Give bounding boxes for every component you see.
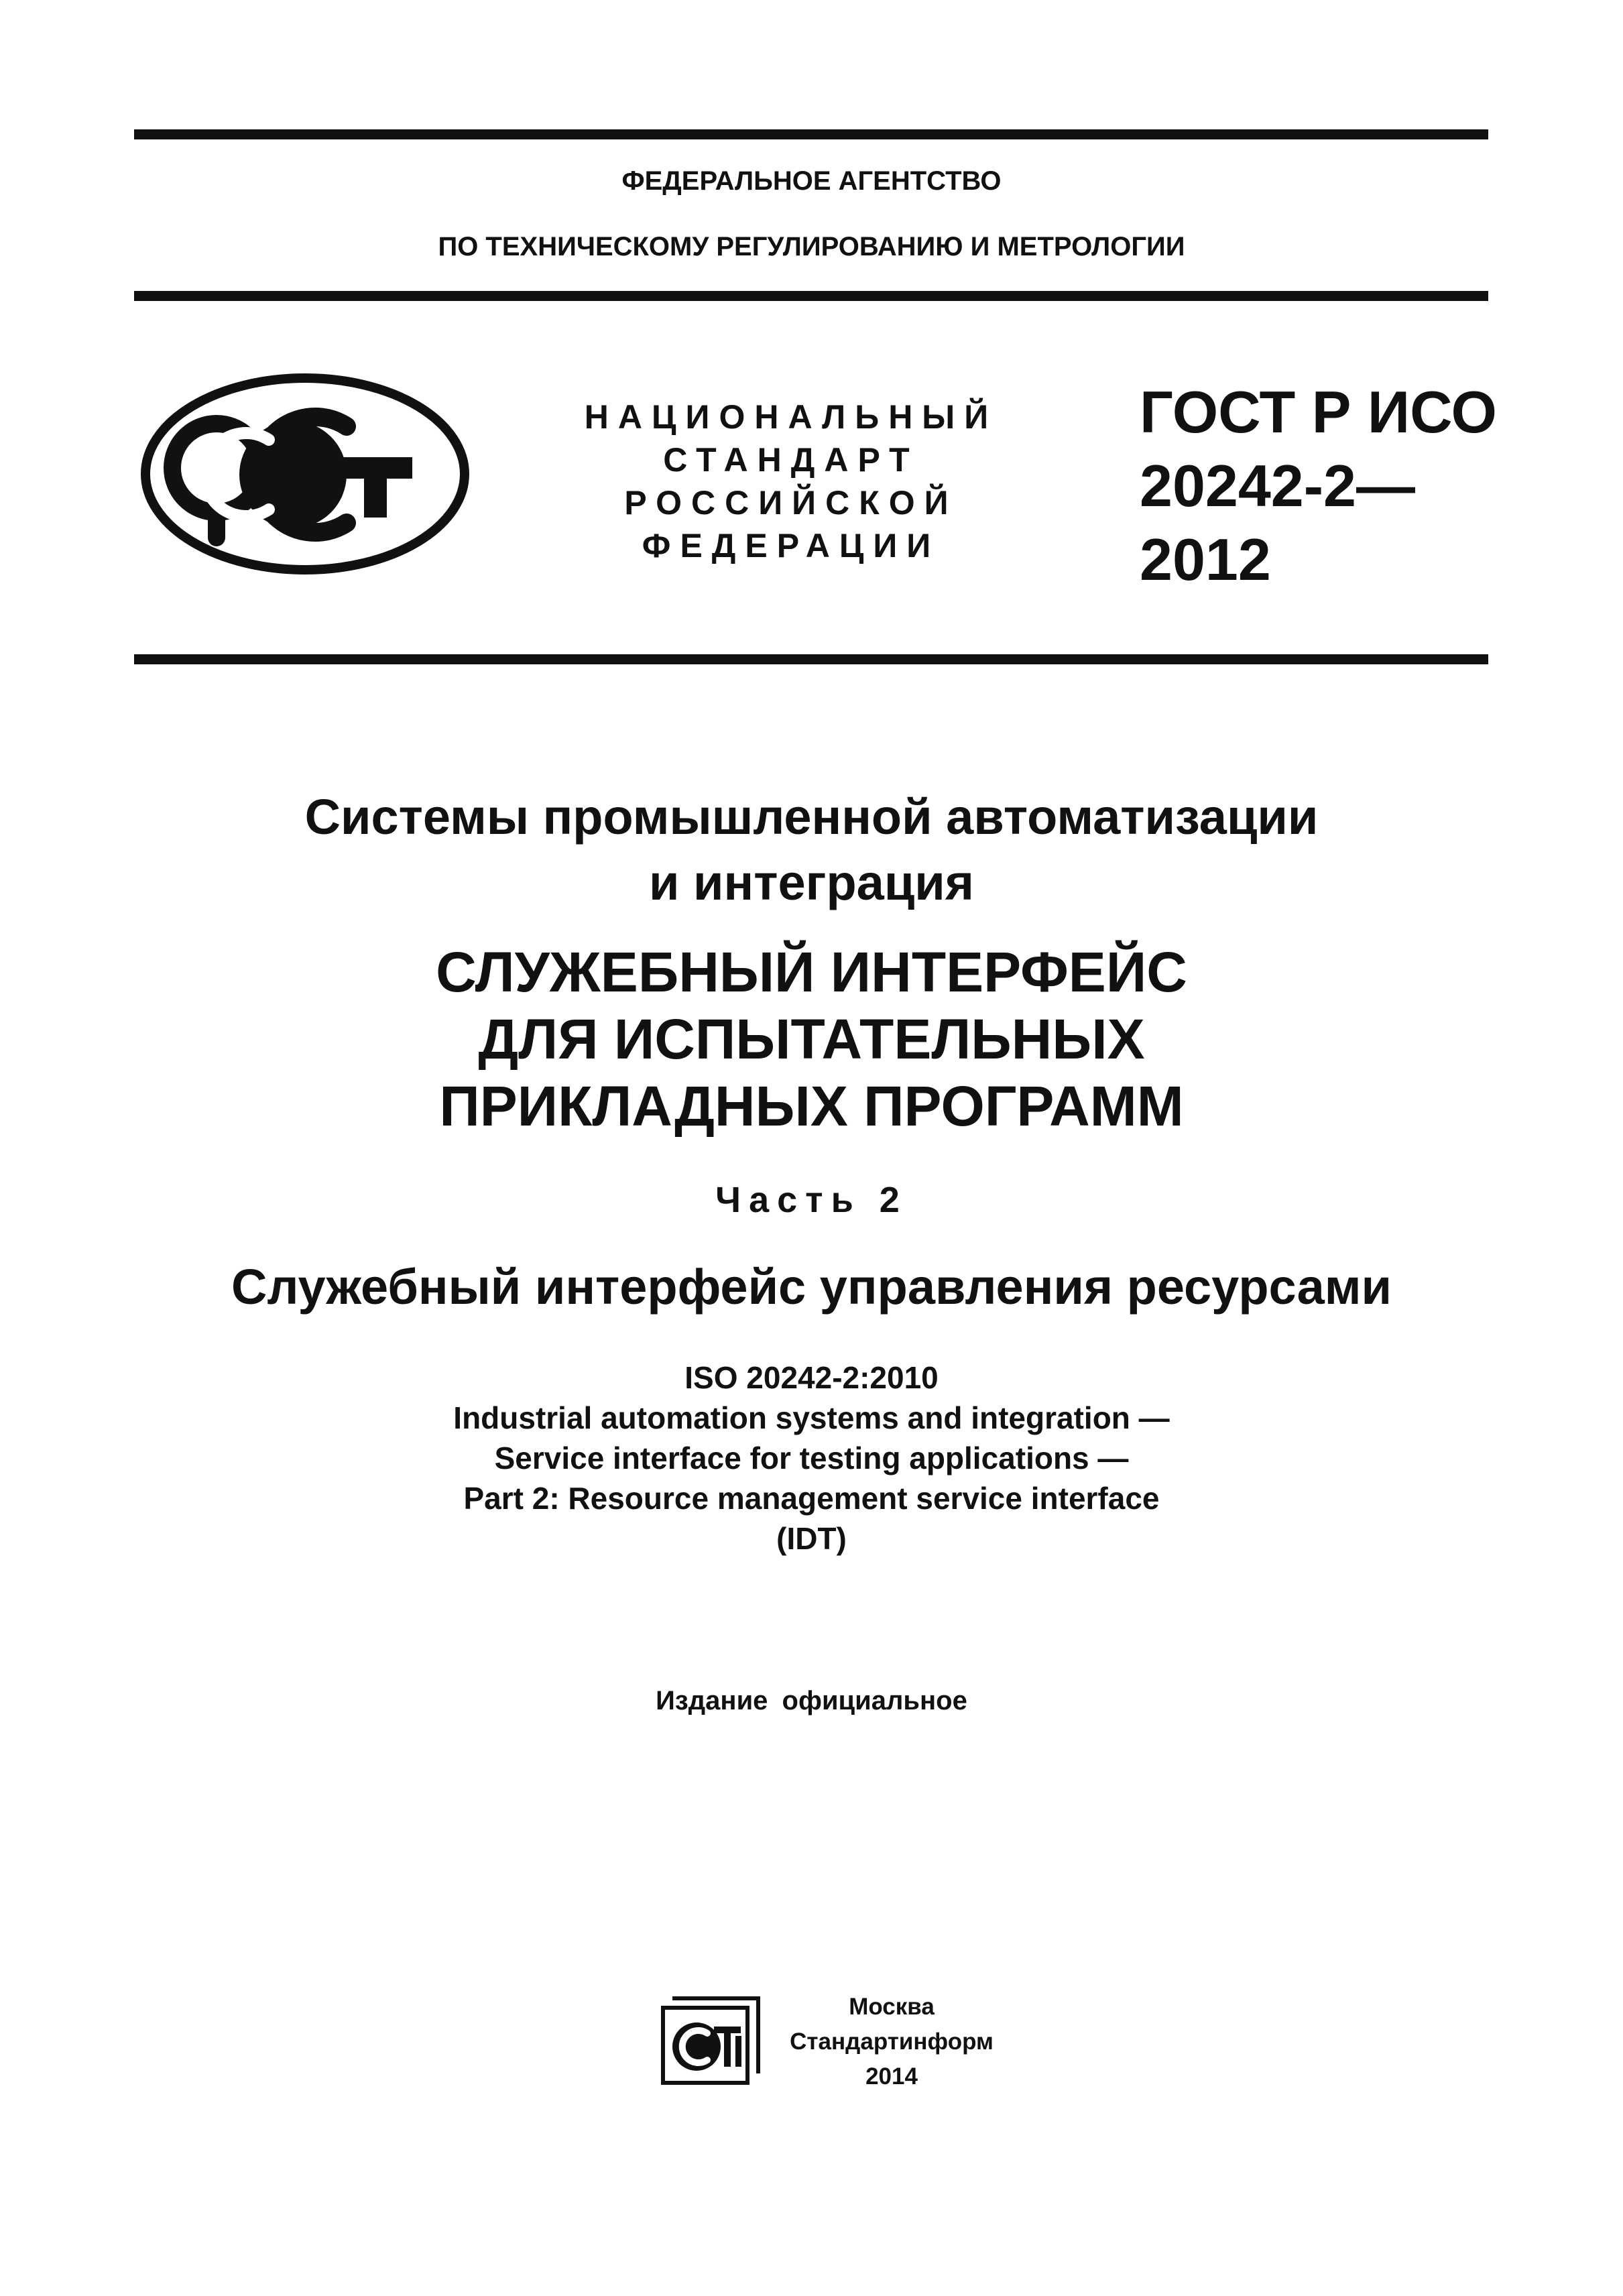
publisher-name: Стандартинформ (790, 2029, 994, 2055)
part-label: Часть 2 (715, 1180, 908, 1220)
main-title-line: ПРИКЛАДНЫХ ПРОГРАММ (439, 1075, 1184, 1138)
standard-designation (1140, 375, 1497, 597)
series-title-line: Системы промышленной автоматизации (304, 789, 1319, 845)
designation-line: 20242-2— (1140, 452, 1415, 519)
publisher-year: 2014 (865, 2063, 918, 2090)
national-standard-label (577, 396, 1006, 567)
national-standard-line: СТАНДАРТ (663, 441, 919, 479)
iso-line: Service interface for testing applications — (494, 1441, 1129, 1475)
iso-reference (0, 1357, 1623, 1559)
main-title-line: СЛУЖЕБНЫЙ ИНТЕРФЕЙС (436, 941, 1187, 1004)
series-title-line: и интеграция (649, 855, 974, 910)
iso-line: (IDT) (776, 1521, 847, 1556)
top-rule (134, 129, 1488, 139)
national-standard-line: РОССИЙСКОЙ (624, 484, 958, 522)
iso-line: Industrial automation systems and integration — (453, 1400, 1170, 1435)
header-rule (134, 291, 1488, 301)
part-subtitle: Служебный интерфейс управления ресурсами (231, 1259, 1392, 1315)
main-title (0, 939, 1623, 1140)
official-edition: Издание официальное (656, 1686, 967, 1715)
iso-line: Part 2: Resource management service interface (463, 1481, 1160, 1516)
designation-line: ГОСТ Р ИСО (1140, 379, 1497, 445)
national-standard-line: НАЦИОНАЛЬНЫЙ (584, 398, 998, 436)
publisher-city: Москва (849, 1994, 935, 2020)
standartinform-logo-icon (660, 1994, 761, 2088)
publisher-block (778, 1990, 1006, 2094)
agency-line-2: ПО ТЕХНИЧЕСКОМУ РЕГУЛИРОВАНИЮ И МЕТРОЛОГИИ (438, 232, 1185, 261)
iso-line: ISO 20242-2:2010 (684, 1360, 939, 1395)
agency-line-1: ФЕДЕРАЛЬНОЕ АГЕНТСТВО (621, 166, 1002, 196)
series-title (0, 784, 1623, 916)
title-rule (134, 654, 1488, 664)
national-standard-line: ФЕДЕРАЦИИ (642, 527, 941, 564)
main-title-line: ДЛЯ ИСПЫТАТЕЛЬНЫХ (478, 1008, 1145, 1071)
designation-line: 2012 (1140, 526, 1271, 593)
rst-gost-emblem-icon (137, 370, 473, 578)
